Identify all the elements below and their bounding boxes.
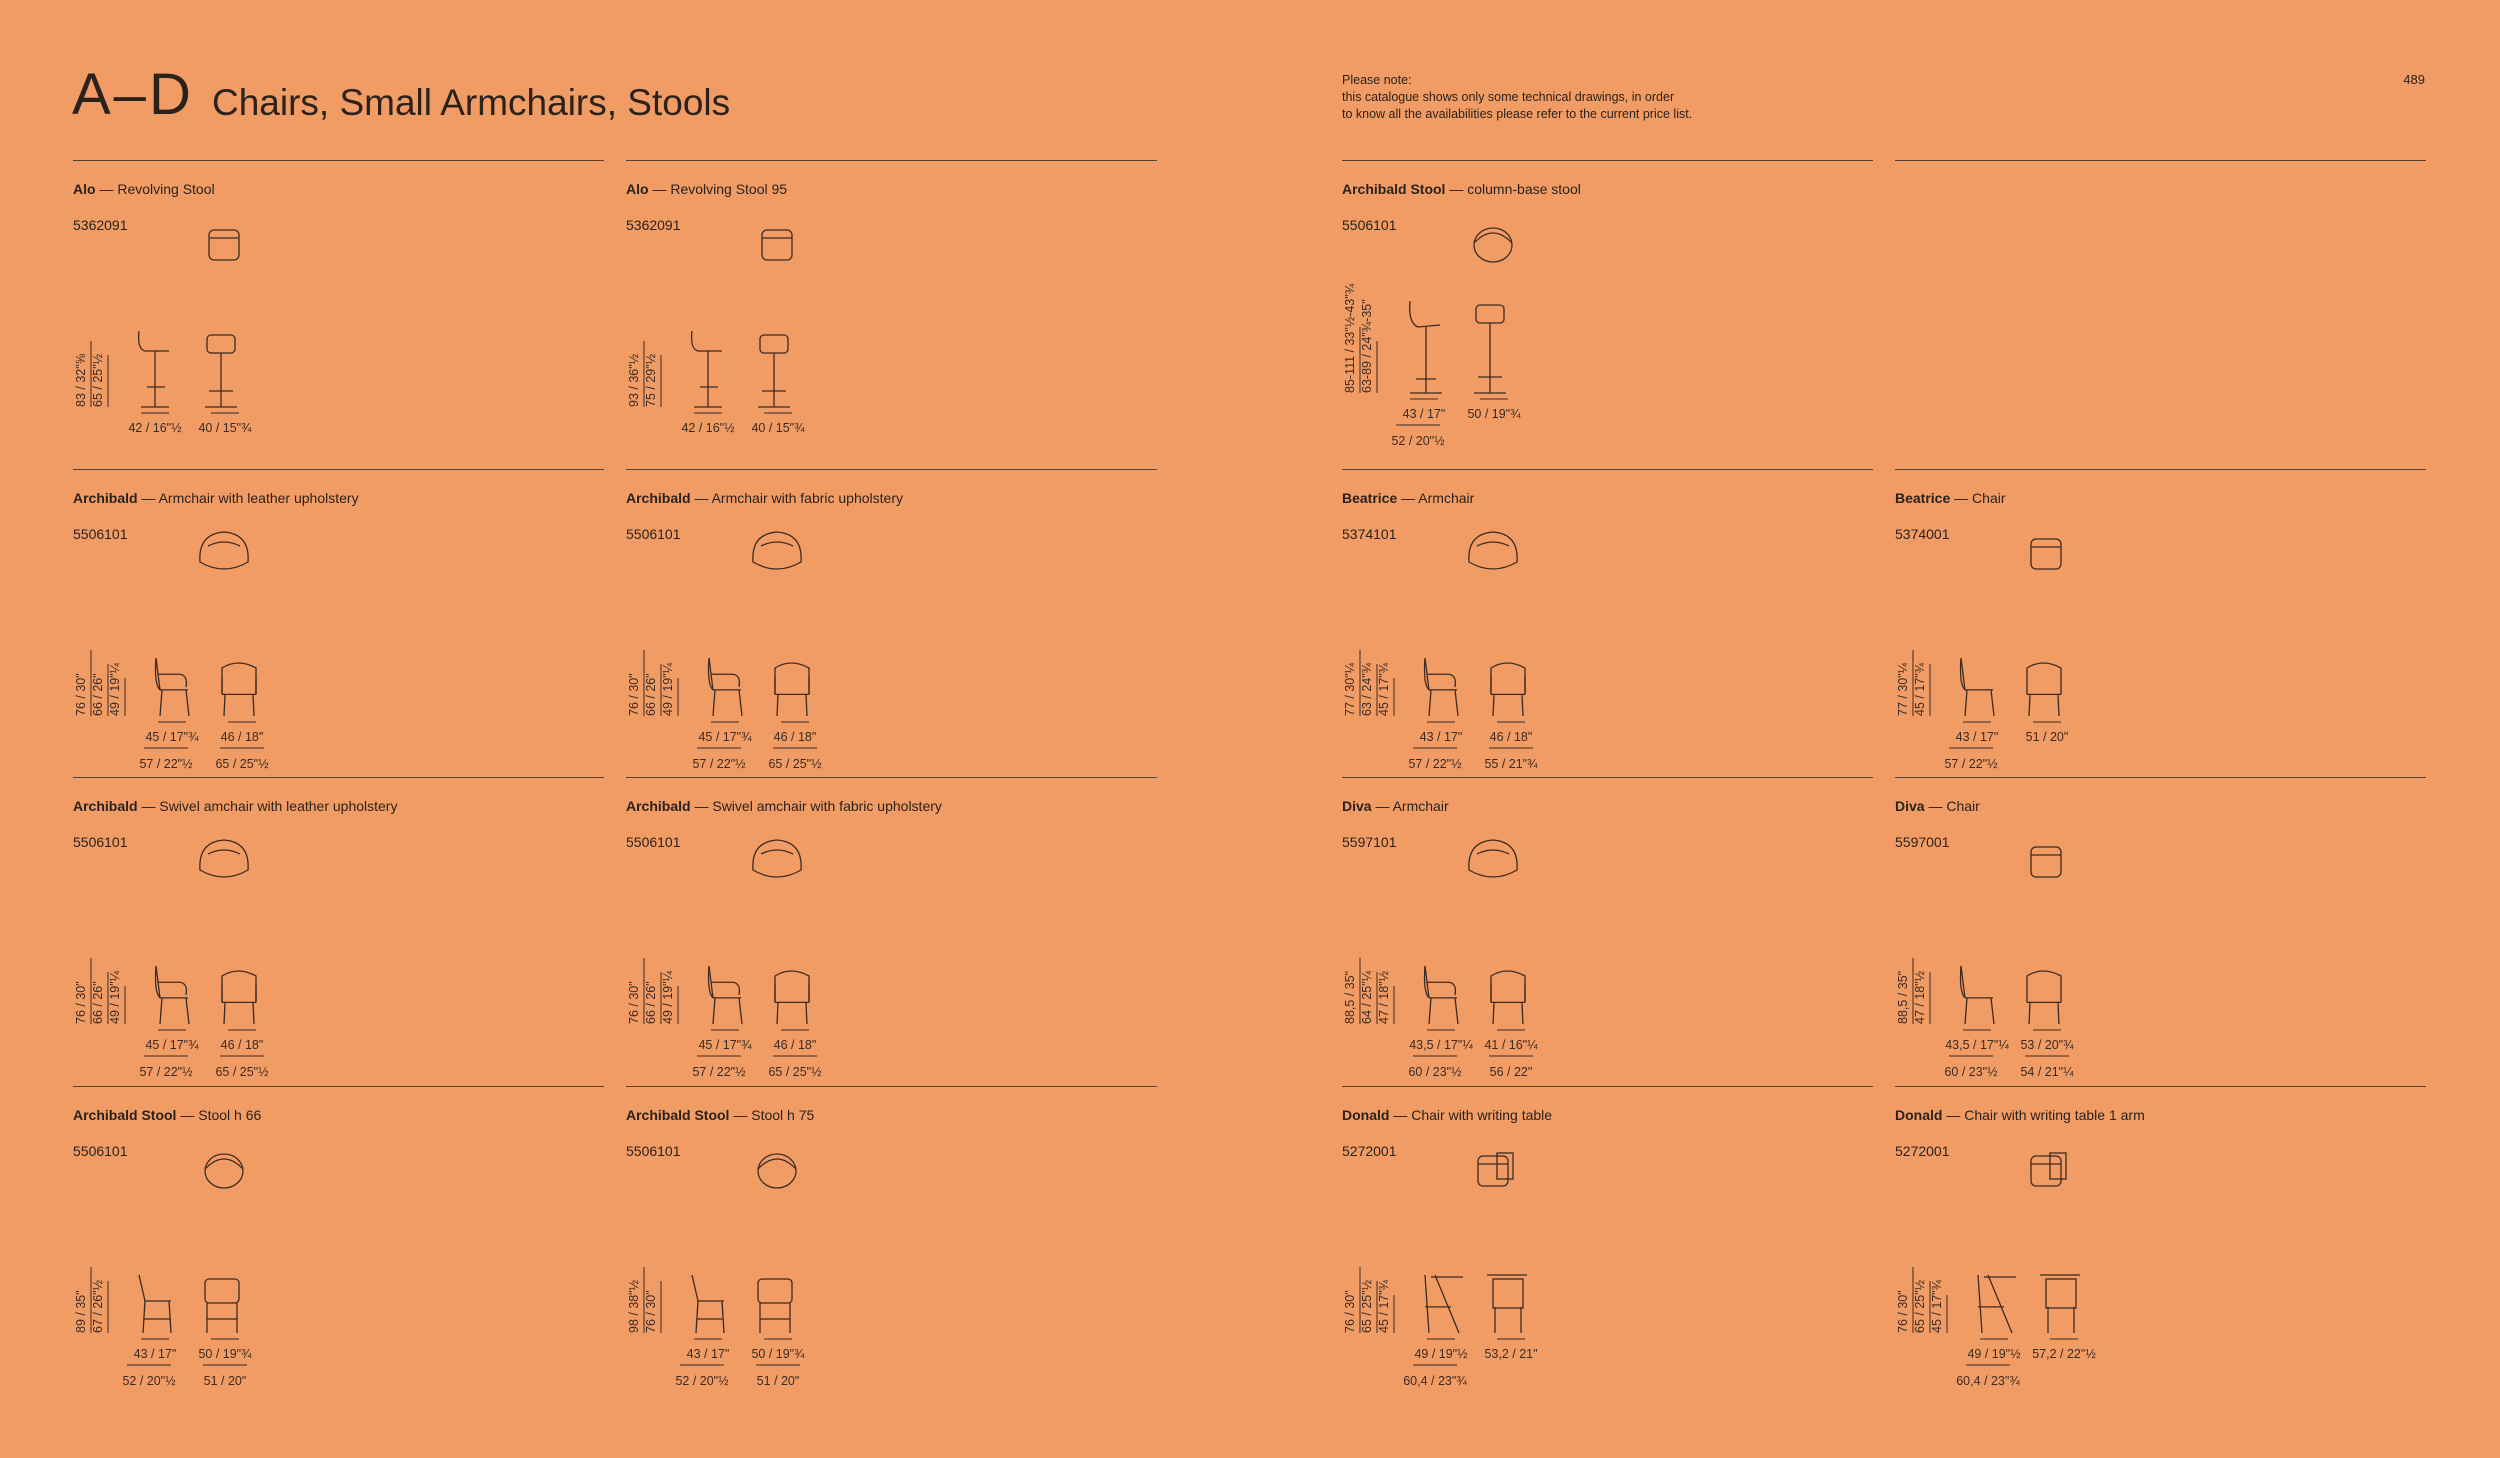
product-name: Alo (73, 181, 96, 197)
front-view-icon (758, 335, 790, 407)
width-dimension: 49 / 19"½ (1967, 1347, 2021, 1361)
top-view-icon (1474, 228, 1512, 262)
width-dimension: 46 / 18" (220, 1038, 264, 1052)
product-description: Chair with writing table (1411, 1107, 1553, 1123)
empty-cell-divider (1895, 160, 2426, 162)
height-dimension: 47 / 18"½ (1913, 970, 1927, 1024)
product-name: Alo (626, 181, 649, 197)
technical-drawing (73, 161, 604, 461)
product-code: 5597001 (1895, 834, 1950, 850)
section-letters: A–D (72, 62, 194, 127)
heading-separator: — (176, 1107, 199, 1123)
technical-drawing (626, 161, 1157, 461)
depth-dimension: 51 / 20" (756, 1374, 800, 1387)
width-dimension: 53 / 20"¾ (2020, 1038, 2074, 1052)
product-description: Swivel amchair with leather upholstery (159, 798, 398, 814)
technical-drawing (626, 1087, 1157, 1387)
heading-separator: — (690, 490, 712, 506)
product-description: column-base stool (1467, 181, 1581, 197)
product-description: Stool h 66 (198, 1107, 262, 1123)
technical-drawing (1895, 1087, 2426, 1387)
technical-drawing (73, 470, 604, 770)
heading-separator: — (137, 798, 160, 814)
height-dimension: 85-111 / 33"½-43"¾ (1343, 283, 1357, 393)
depth-dimension: 56 / 22" (1489, 1065, 1533, 1078)
technical-drawing (73, 778, 604, 1078)
product-code: 5506101 (73, 526, 128, 542)
width-dimension: 45 / 17"¾ (145, 1038, 199, 1052)
height-dimension: 77 / 30"¼ (1343, 662, 1357, 716)
product-cell (1895, 1086, 2426, 1386)
width-dimension: 45 / 17"¾ (145, 730, 199, 744)
product-description: Chair with writing table 1 arm (1964, 1107, 2145, 1123)
width-dimension: 43 / 17" (1419, 730, 1463, 744)
width-dimension: 46 / 18" (773, 730, 817, 744)
side-view-icon (1425, 658, 1459, 716)
technical-drawing (1342, 1087, 1873, 1387)
product-description: Chair (1946, 798, 1980, 814)
height-dimension: 49 / 19"¼ (108, 662, 122, 716)
height-dimension: 76 / 30" (1343, 1290, 1357, 1333)
product-code: 5374001 (1895, 526, 1950, 542)
product-cell (1895, 777, 2426, 1077)
height-dimension: 83 / 32"⅝ (74, 353, 88, 407)
product-name: Archibald (626, 490, 691, 506)
depth-dimension: 65 / 25"½ (768, 1065, 822, 1078)
product-cell (626, 777, 1157, 1077)
depth-dimension: 52 / 20"½ (1391, 434, 1445, 448)
width-dimension: 43 / 17" (686, 1347, 730, 1361)
product-cell (1895, 469, 2426, 769)
height-dimension: 88,5 / 35" (1896, 970, 1910, 1024)
product-code: 5506101 (626, 834, 681, 850)
depth-dimension: 60 / 23"½ (1944, 1065, 1998, 1078)
front-view-icon (758, 1279, 792, 1333)
product-cell (73, 1086, 604, 1386)
heading-separator: — (1397, 490, 1419, 506)
section-title: Chairs, Small Armchairs, Stools (212, 82, 731, 123)
product-name: Archibald Stool (1342, 181, 1446, 197)
depth-dimension: 60,4 / 23"¾ (1956, 1374, 2020, 1387)
technical-drawing (1342, 470, 1873, 770)
technical-drawing (1895, 778, 2426, 1078)
depth-dimension: 60,4 / 23"¾ (1403, 1374, 1467, 1387)
product-name: Archibald Stool (73, 1107, 177, 1123)
top-view-icon (1469, 532, 1517, 569)
top-view-icon (2031, 847, 2061, 877)
heading-separator: — (690, 798, 713, 814)
side-view-icon (156, 966, 190, 1024)
technical-drawing (1342, 161, 1873, 461)
product-cell (1342, 160, 1873, 460)
height-dimension: 67 / 26"½ (91, 1279, 105, 1333)
side-view-icon (139, 331, 169, 407)
width-dimension: 51 / 20" (2025, 730, 2069, 744)
product-name: Donald (1342, 1107, 1390, 1123)
depth-dimension: 57 / 22"½ (139, 1065, 193, 1078)
heading-separator: — (95, 181, 118, 197)
front-view-icon (1474, 305, 1506, 393)
depth-dimension: 65 / 25"½ (215, 1065, 269, 1078)
top-view-icon (2031, 539, 2061, 569)
width-dimension: 46 / 18" (773, 1038, 817, 1052)
depth-dimension: 52 / 20"½ (675, 1374, 729, 1387)
height-dimension: 45 / 17"¾ (1377, 1279, 1391, 1333)
depth-dimension: 52 / 20"½ (122, 1374, 176, 1387)
depth-dimension: 65 / 25"½ (215, 757, 269, 770)
depth-dimension: 57 / 22"½ (139, 757, 193, 770)
product-code: 5362091 (73, 217, 128, 233)
product-code: 5506101 (73, 834, 128, 850)
height-dimension: 76 / 30" (627, 981, 641, 1024)
heading-separator: — (729, 1107, 752, 1123)
product-cell (73, 777, 604, 1077)
width-dimension: 53,2 / 21" (1484, 1347, 1538, 1361)
height-dimension: 49 / 19"¼ (661, 970, 675, 1024)
side-view-icon (1425, 1275, 1463, 1333)
depth-dimension: 60 / 23"½ (1408, 1065, 1462, 1078)
width-dimension: 50 / 19"¾ (751, 1347, 805, 1361)
product-cell (626, 160, 1157, 460)
technical-drawing (1342, 778, 1873, 1078)
heading-separator: — (1924, 798, 1947, 814)
height-dimension: 76 / 30" (627, 673, 641, 716)
height-dimension: 89 / 35" (74, 1290, 88, 1333)
height-dimension: 65 / 25"½ (91, 353, 105, 407)
product-cell (626, 469, 1157, 769)
width-dimension: 49 / 19"½ (1414, 1347, 1468, 1361)
top-view-icon (2031, 1153, 2066, 1186)
height-dimension: 63-89 / 24"¾-35" (1360, 299, 1374, 393)
front-view-icon (1487, 1275, 1527, 1333)
height-dimension: 66 / 26" (644, 673, 658, 716)
depth-dimension: 51 / 20" (203, 1374, 247, 1387)
heading-separator: — (648, 181, 671, 197)
side-view-icon (692, 331, 722, 407)
front-view-icon (1491, 971, 1525, 1024)
product-cell (1342, 777, 1873, 1077)
height-dimension: 45 / 17"¾ (1913, 662, 1927, 716)
width-dimension: 42 / 16"½ (681, 421, 735, 435)
top-view-icon (758, 1154, 796, 1188)
height-dimension: 76 / 30" (644, 1290, 658, 1333)
top-view-icon (753, 532, 801, 569)
product-cell (73, 469, 604, 769)
width-dimension: 46 / 18" (1489, 730, 1533, 744)
side-view-icon (1961, 658, 1995, 716)
product-code: 5362091 (626, 217, 681, 233)
height-dimension: 45 / 17"¾ (1377, 662, 1391, 716)
product-code: 5597101 (1342, 834, 1397, 850)
height-dimension: 49 / 19"¼ (108, 970, 122, 1024)
product-description: Armchair with leather upholstery (158, 490, 359, 506)
height-dimension: 76 / 30" (74, 981, 88, 1024)
product-description: Armchair (1392, 798, 1449, 814)
depth-dimension: 65 / 25"½ (768, 757, 822, 770)
height-dimension: 49 / 19"¼ (661, 662, 675, 716)
width-dimension: 40 / 15"¾ (198, 421, 252, 435)
technical-drawing (626, 470, 1157, 770)
side-view-icon (156, 658, 190, 716)
height-dimension: 63 / 24"¾ (1360, 662, 1374, 716)
top-view-icon (762, 230, 792, 260)
product-description: Chair (1972, 490, 2006, 506)
width-dimension: 50 / 19"¾ (1467, 407, 1521, 421)
product-code: 5506101 (73, 1143, 128, 1159)
height-dimension: 45 / 17"¾ (1930, 1279, 1944, 1333)
product-cell (626, 1086, 1157, 1386)
height-dimension: 98 / 38"½ (627, 1279, 641, 1333)
technical-drawing (626, 778, 1157, 1078)
technical-drawing (1895, 470, 2426, 770)
product-name: Diva (1895, 798, 1925, 814)
product-code: 5272001 (1895, 1143, 1950, 1159)
height-dimension: 76 / 30" (74, 673, 88, 716)
width-dimension: 50 / 19"¾ (198, 1347, 252, 1361)
width-dimension: 43 / 17" (133, 1347, 177, 1361)
product-name: Beatrice (1895, 490, 1951, 506)
product-description: Armchair with fabric upholstery (711, 490, 903, 506)
product-name: Diva (1342, 798, 1372, 814)
heading-separator: — (1371, 798, 1393, 814)
note-line: to know all the availabilities please refer to the current price list. (1342, 107, 1693, 121)
top-view-icon (1469, 840, 1517, 877)
catalogue-note (1342, 72, 1692, 123)
depth-dimension: 57 / 22"½ (692, 1065, 746, 1078)
product-name: Beatrice (1342, 490, 1398, 506)
top-view-icon (209, 230, 239, 260)
height-dimension: 64 / 25"¼ (1360, 970, 1374, 1024)
width-dimension: 43 / 17" (1402, 407, 1446, 421)
side-view-icon (1425, 966, 1459, 1024)
width-dimension: 43 / 17" (1955, 730, 1999, 744)
height-dimension: 93 / 36"½ (627, 353, 641, 407)
side-view-icon (709, 658, 743, 716)
top-view-icon (1478, 1153, 1513, 1186)
product-name: Archibald (626, 798, 691, 814)
side-view-icon (1978, 1275, 2016, 1333)
product-description: Stool h 75 (751, 1107, 815, 1123)
height-dimension: 75 / 29"½ (644, 353, 658, 407)
depth-dimension: 57 / 22"½ (1944, 757, 1998, 770)
width-dimension: 43,5 / 17"¼ (1945, 1038, 2009, 1052)
width-dimension: 42 / 16"½ (128, 421, 182, 435)
width-dimension: 41 / 16"¼ (1484, 1038, 1538, 1052)
product-name: Archibald Stool (626, 1107, 730, 1123)
heading-separator: — (1445, 181, 1468, 197)
note-line: this catalogue shows only some technical drawings, in order (1342, 90, 1675, 104)
product-cell (1342, 469, 1873, 769)
top-view-icon (200, 840, 248, 877)
product-code: 5374101 (1342, 526, 1397, 542)
front-view-icon (2040, 1275, 2080, 1333)
width-dimension: 45 / 17"¾ (698, 730, 752, 744)
depth-dimension: 55 / 21"¾ (1484, 757, 1538, 770)
side-view-icon (1961, 966, 1995, 1024)
depth-dimension: 57 / 22"½ (692, 757, 746, 770)
product-description: Revolving Stool (117, 181, 215, 197)
height-dimension: 66 / 26" (91, 981, 105, 1024)
product-cell (1342, 1086, 1873, 1386)
front-view-icon (2027, 971, 2061, 1024)
side-view-icon (709, 966, 743, 1024)
front-view-icon (222, 971, 256, 1024)
heading-separator: — (137, 490, 159, 506)
depth-dimension: 57 / 22"½ (1408, 757, 1462, 770)
product-code: 5506101 (626, 1143, 681, 1159)
height-dimension: 88,5 / 35" (1343, 970, 1357, 1024)
front-view-icon (205, 335, 237, 407)
product-code: 5506101 (626, 526, 681, 542)
front-view-icon (205, 1279, 239, 1333)
depth-dimension: 54 / 21"¼ (2020, 1065, 2074, 1078)
front-view-icon (775, 663, 809, 716)
side-view-icon (139, 1275, 171, 1333)
width-dimension: 46 / 18" (220, 730, 264, 744)
product-name: Donald (1895, 1107, 1943, 1123)
height-dimension: 76 / 30" (1896, 1290, 1910, 1333)
product-code: 5506101 (1342, 217, 1397, 233)
heading-separator: — (1942, 1107, 1965, 1123)
front-view-icon (1491, 663, 1525, 716)
product-description: Armchair (1418, 490, 1475, 506)
height-dimension: 77 / 30"¼ (1896, 662, 1910, 716)
height-dimension: 65 / 25"½ (1360, 1279, 1374, 1333)
height-dimension: 47 / 18"½ (1377, 970, 1391, 1024)
height-dimension: 66 / 26" (644, 981, 658, 1024)
technical-drawing (73, 1087, 604, 1387)
front-view-icon (775, 971, 809, 1024)
product-description: Swivel amchair with fabric upholstery (712, 798, 942, 814)
width-dimension: 43,5 / 17"¼ (1409, 1038, 1473, 1052)
width-dimension: 57,2 / 22"½ (2032, 1347, 2096, 1361)
width-dimension: 45 / 17"¾ (698, 1038, 752, 1052)
front-view-icon (222, 663, 256, 716)
product-code: 5272001 (1342, 1143, 1397, 1159)
page-number: 489 (2403, 72, 2425, 87)
product-name: Archibald (73, 798, 138, 814)
product-cell (73, 160, 604, 460)
product-description: Revolving Stool 95 (670, 181, 788, 197)
side-view-icon (1410, 301, 1442, 393)
height-dimension: 66 / 26" (91, 673, 105, 716)
front-view-icon (2027, 663, 2061, 716)
product-name: Archibald (73, 490, 138, 506)
top-view-icon (200, 532, 248, 569)
heading-separator: — (1950, 490, 1973, 506)
top-view-icon (753, 840, 801, 877)
width-dimension: 40 / 15"¾ (751, 421, 805, 435)
side-view-icon (692, 1275, 724, 1333)
top-view-icon (205, 1154, 243, 1188)
height-dimension: 65 / 25"½ (1913, 1279, 1927, 1333)
note-line: Please note: (1342, 73, 1412, 87)
heading-separator: — (1389, 1107, 1412, 1123)
